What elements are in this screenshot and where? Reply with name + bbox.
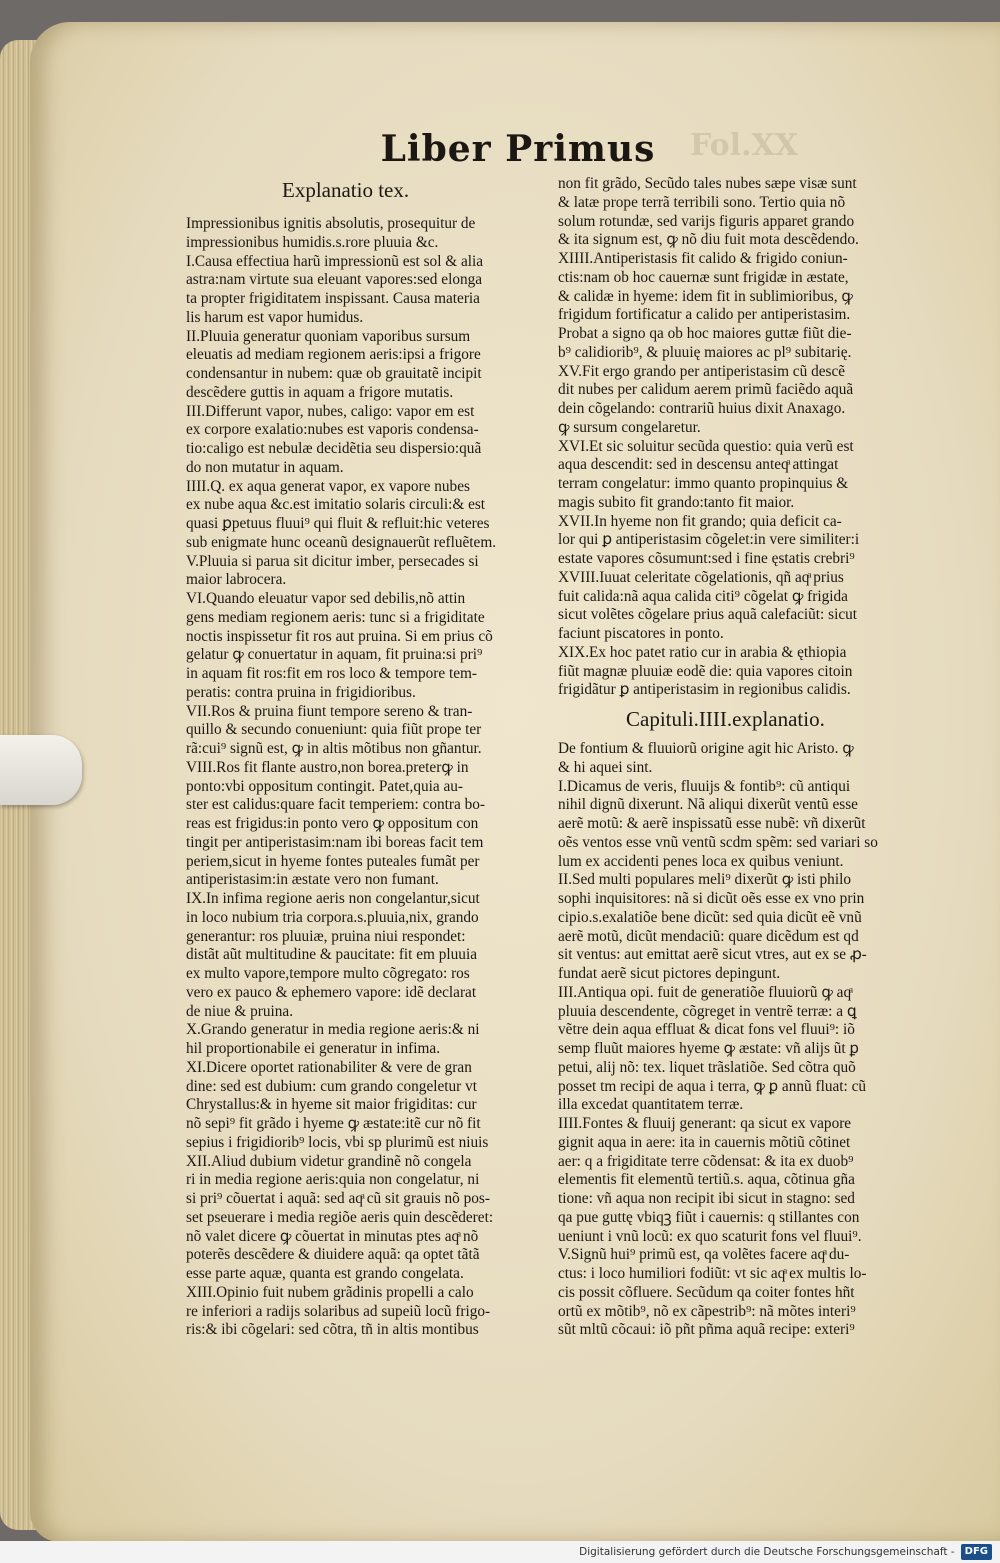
text-line: astra:nam virtute sua eleuant vapores:sed elonga — [186, 271, 483, 289]
text-line: ster est calidus:quare facit temperiem: contra bo- — [186, 796, 486, 814]
text-line: hil proportionabile ei generatur in infima. — [186, 1040, 441, 1057]
running-title: Liber Primus — [380, 128, 656, 170]
text-line: IIII.Fontes & fluuij generant: qa sicut ex vapore — [558, 1115, 852, 1132]
footer-credit: Digitalisierung gefördert durch die Deutsche Forschungsgemeinschaft - — [579, 1546, 955, 1558]
left-section-header: Explanatio tex. — [282, 178, 410, 202]
text-line: dine: sed est dubium: cum grando congeletur vt — [186, 1077, 477, 1095]
right-text-lines-bottom — [558, 740, 903, 1340]
text-line: in aquam fit ros:fit em ros loco & tempore tem- — [186, 665, 477, 682]
text-line: do non mutatur in aquam. — [186, 458, 344, 476]
left-text-lines — [186, 215, 531, 1340]
text-line: cipio.s.exalatiõe bene dicũt: sed quia dicũt eẽ vnũ — [558, 908, 862, 926]
text-line: petui, alij nõ: tex. liquet trãslatiõe. Sed cõtra quõ — [558, 1058, 856, 1076]
text-line: Probat a signo qa ob hoc maiores guttæ fiũt die- — [558, 325, 852, 342]
text-line: pluuia descendente, cõgreget in ventrẽ terræ: a ꝗ — [558, 1002, 857, 1020]
text-line: nihil dignũ dixerunt. Nã aliqui dixerũt ventũ esse — [558, 796, 858, 814]
text-line: quasi ꝑpetuus fluui⁹ qui fluit & refluit:hic veteres — [186, 515, 490, 532]
text-line: condensantur in nubem: quæ ob grauitatẽ incipit — [186, 365, 482, 382]
text-line: gignit aqua in aere: ita in cauernis mõtiũ cõtinet — [558, 1133, 851, 1151]
text-line: semp fluũt maiores hyeme ꝙ æstate: vñ alijs ũt ꝑ — [558, 1040, 859, 1057]
text-line: esse parte aquæ, quanta est grando congelata. — [186, 1265, 464, 1282]
text-line: oẽs ventos esse vnũ ventũ scdm spẽm: sed variari so — [558, 833, 878, 851]
text-line: re inferiori a radijs solaribus ad supeiũ locũ frigo- — [186, 1302, 491, 1320]
text-line: XIIII.Antiperistasis fit calido & frigido coniun- — [558, 250, 848, 267]
text-line: solum rotundæ, sed varijs figuris apparet grando — [558, 212, 855, 230]
text-line: lor qui ꝑ antiperistasim cõgelet:in vere similiter:i — [558, 531, 860, 549]
text-line: XV.Fit ergo grando per antiperistasim cũ descẽ — [558, 362, 846, 380]
text-line: dein cõgelando: contrariũ huius dixit Anaxago. — [558, 400, 846, 417]
text-line: V.Pluuia si parua sit dicitur imber, persecades si — [186, 552, 479, 570]
text-line: frigidum fortificatur a calido per antiperistasim. — [558, 306, 851, 324]
text-line: ris:& ibi cõgelari: sed cõtra, tñ in altis montibus — [186, 1321, 479, 1339]
text-line: aer: q a frigiditate terre cõdensat: & ita ex duob⁹ — [558, 1152, 854, 1170]
text-line: poterẽs descẽdere & diuidere aquã: qa optet tãtã — [186, 1246, 480, 1264]
text-line: ex multo vapore,tempore multo cõgregato: ros — [186, 965, 470, 982]
text-line: ex corpore exalatio:nubes est vaporis condensa- — [186, 421, 479, 439]
text-line: peratis: contra pruina in frigidioribus. — [186, 683, 416, 701]
text-line: Chrystallus:& in hyeme sit maior frigiditas: cur — [186, 1096, 477, 1114]
text-line: illa excedat quantitatem terræ. — [558, 1096, 744, 1114]
text-line: aerẽ motũ, dicũt mendaciũ: quare dicẽdum est qd — [558, 927, 859, 945]
text-line: periem,sicut in hyeme fontes puteales fumãt per — [186, 852, 480, 870]
text-line: nõ valet dicere ꝙ cõuertat in minutas ptes aqͣ nõ — [186, 1227, 479, 1245]
text-line: noctis inspissetur fit ros aut pruina. Si em prius cõ — [186, 627, 493, 645]
text-line: ctis:nam ob hoc cauernæ sunt frigidæ in æstate, — [558, 268, 849, 286]
text-line: tione: vñ aqua non recipit ibi sicut in stagno: sed — [558, 1190, 855, 1207]
text-line: sũt mltũ cõcaui: iõ pñt pñma aquã recipe: exteri⁹ — [558, 1321, 855, 1339]
text-line: distãt aũt multitudine & paucitate: fit em pluuia — [186, 946, 477, 964]
text-line: fuit calida:nã aqua calida citi⁹ cõgelat ꝙ frigida — [558, 587, 848, 605]
text-line: elementis fit elementũ tertiũ.s. aqua, cõtinua gña — [558, 1171, 855, 1189]
text-line: III.Differunt vapor, nubes, caligo: vapor em est — [186, 402, 475, 420]
text-line: I.Dicamus de veris, fluuijs & fontib⁹: cũ antiqui — [558, 777, 851, 795]
text-line: b⁹ calidiorib⁹, & pluuię maiores ac pl⁹ subitarię. — [558, 343, 852, 361]
left-column — [186, 175, 531, 1340]
text-line: tingit per antiperistasim:nam ibi boreas facit tem — [186, 833, 484, 851]
text-line: lis harum est vapor humidus. — [186, 308, 364, 326]
text-line: nõ sepi⁹ fit grãdo i hyeme ꝙ æstate:itẽ cur nõ fit — [186, 1115, 481, 1132]
text-line: ueniunt i vnũ locũ: ex quo scaturit fons vel fluui⁹. — [558, 1227, 862, 1245]
text-line: antiperistasim:in æstate vero non fumant. — [186, 871, 439, 889]
right-column — [558, 175, 903, 1340]
text-line: dit nubes per calidum aerem primũ faciẽdo aquã — [558, 381, 854, 399]
text-line: in loco nubium tria corpora.s.pluuia,nix, grando — [186, 908, 479, 926]
text-line: VIII.Ros fit flante austro,non borea.preterꝙ in — [186, 758, 469, 776]
text-line: reas est frigidus:in ponto vero ꝙ oppositum con — [186, 815, 479, 832]
text-line: II.Sed multi populares meli⁹ dixerũt ꝙ isti philo — [558, 871, 851, 889]
text-line: ta propter frigiditatem inspissant. Causa materia — [186, 290, 480, 307]
text-line: eleuatis ad mediam regionem aeris:ipsi a frigore — [186, 346, 481, 364]
text-line: VI.Quando eleuatur vapor sed debilis,nõ attin — [186, 590, 466, 607]
text-line: V.Signũ hui⁹ primũ est, qa volẽtes facere aqͣ du- — [558, 1246, 850, 1264]
text-line: qa pue guttę vbiqꝫ fiũt i cauernis: q stillantes con — [558, 1208, 860, 1226]
text-line: set pseuerare i media regiõe aeris quin descẽderet: — [186, 1208, 494, 1226]
text-line: si pri⁹ cõuertat i aquã: sed aqͣ cũ sit grauis nõ pos- — [186, 1190, 490, 1207]
text-line: maior labrocera. — [186, 571, 287, 589]
bookmark-tab — [0, 735, 82, 805]
text-line: I.Causa effectiua harũ impressionũ est sol & alia — [186, 252, 484, 270]
text-line: magis subito fit grando:tanto fit maior. — [558, 493, 795, 511]
text-line: aqua descendit: sed in descensu anteqͣ attingat — [558, 456, 839, 474]
text-line: XIII.Opinio fuit nubem grãdinis propelli a calo — [186, 1283, 474, 1301]
right-section-header: Capituli.IIII.explanatio. — [626, 707, 825, 731]
text-line: & calidæ in hyeme: idem fit in sublimioribus, ꝙ — [558, 287, 853, 305]
text-line: sit ventus: aut emittat aerẽ sicut vtres, aut ex se ꝓ- — [558, 946, 867, 964]
text-line: sepius i frigidiorib⁹ locis, vbi sp plurimũ est niuis — [186, 1133, 489, 1151]
text-line: XVIII.Iuuat celeritate cõgelationis, qñ aqͣ prius — [558, 568, 844, 586]
text-line: & hi aquei sint. — [558, 758, 653, 776]
dfg-logo: DFG — [961, 1544, 992, 1560]
text-line: & latæ prope terrã terribili sono. Tertio quia nõ — [558, 193, 846, 211]
text-line: III.Antiqua opi. fuit de generatiõe fluuiorũ ꝙ aqͣ — [558, 983, 852, 1001]
text-line: rã:cui⁹ signũ est, ꝙ in altis mõtibus non gñantur. — [186, 740, 482, 757]
text-line: sicut volẽtes cõgelare prius aquã calefaciũt: sicut — [558, 606, 858, 624]
text-line: tio:caligo est nebulæ decidẽtia seu dispersio:quã — [186, 440, 482, 457]
text-line: vẽtre dein aqua effluat & dicat fons vel fluui⁹: iõ — [558, 1021, 855, 1039]
text-line: ex nube aqua &c.est imitatio solaris circuli:& est — [186, 496, 486, 514]
text-line: X.Grando generatur in media regione aeris:& ni — [186, 1021, 480, 1039]
text-line: IX.In infima regione aeris non congelantur,sicut — [186, 890, 480, 907]
text-line: De fontium & fluuiorũ origine agit hic Aristo. ꝙ — [558, 740, 854, 757]
text-line: descẽdere guttis in aquam a frigore mutatis. — [186, 383, 454, 401]
text-line: faciunt piscatores in ponto. — [558, 625, 724, 642]
text-line: cis possit cõfluere. Secũdum qa coiter fontes hñt — [558, 1283, 855, 1301]
text-line: terram congelatur: immo quanto propinquius & — [558, 475, 849, 492]
text-line: XII.Aliud dubium videtur grandinẽ nõ congela — [186, 1152, 472, 1170]
text-line: lum ex accidenti penes loca ex quibus veniunt. — [558, 852, 844, 870]
text-line: sophi inquisitores: nã si dicũt oẽs esse ex vno prin — [558, 890, 865, 907]
text-line: non fit grãdo, Secũdo tales nubes sæpe visæ sunt — [558, 175, 857, 192]
text-line: II.Pluuia generatur quoniam vaporibus sursum — [186, 327, 471, 345]
text-line: VII.Ros & pruina fiunt tempore sereno & tran- — [186, 702, 473, 720]
text-line: XI.Dicere oportet rationabiliter & vere de gran — [186, 1058, 472, 1076]
text-line: sub enigmate hunc oceanũ designauerũt refluẽtem. — [186, 533, 497, 551]
text-line: estate vapores cõsumunt:sed i fine ęstatis crebri⁹ — [558, 550, 855, 567]
text-line: XIX.Ex hoc patet ratio cur in arabia & ęthiopia — [558, 643, 847, 661]
text-line: impressionibus humidis.s.rore pluuia &c. — [186, 233, 439, 251]
text-line: ꝙ sursum congelaretur. — [558, 418, 701, 436]
text-line: & ita signum est, ꝙ nõ diu fuit mota descẽdendo. — [558, 231, 859, 249]
show-through-folio: Fol.XX — [690, 128, 799, 163]
text-line: fundat aerẽ sicut pictores depingunt. — [558, 965, 781, 982]
footer-bar — [0, 1541, 1000, 1563]
text-line: vero ex pauco & ephemero vapore: idẽ declarat — [186, 983, 477, 1001]
text-line: ponto:vbi oppositum contingit. Patet,quia au- — [186, 777, 464, 795]
text-line: gens mediam regionem aeris: tunc si a frigiditate — [186, 608, 485, 626]
text-line: fiũt magnæ pluuiæ eodẽ die: quia vapores citoin — [558, 662, 853, 680]
text-line: Impressionibus ignitis absolutis, prosequitur de — [186, 215, 476, 232]
text-line: ri in media regione aeris:quia non congelatur, ni — [186, 1171, 480, 1189]
text-line: quillo & secundo conueniunt: quia fiũt prope ter — [186, 721, 482, 739]
text-line: ortũ ex mõtib⁹, nõ ex cãpestrib⁹: nã mõtes interi⁹ — [558, 1302, 856, 1320]
text-line: gelatur ꝙ conuertatur in aquam, fit pruina:si pri⁹ — [186, 646, 483, 664]
text-line: frigidãtur ꝑ antiperistasim in regionibus calidis. — [558, 681, 851, 699]
right-text-lines-top — [558, 175, 903, 700]
text-line: posset tm recipi de aqua i terra, ꝙ ꝑ annũ fluat: cũ — [558, 1077, 867, 1095]
text-line: aerẽ motũ: & aerẽ inspissatũ esse nubẽ: vñ dixerũt — [558, 815, 866, 832]
text-line: ctus: i loco humiliori fodiũt: vt sic aqͣ ex multis lo- — [558, 1265, 867, 1282]
text-line: XVII.In hyeme non fit grando; quia deficit ca- — [558, 512, 842, 530]
text-line: IIII.Q. ex aqua generat vapor, ex vapore nubes — [186, 477, 470, 495]
text-line: XVI.Et sic soluitur secũda questio: quia verũ est — [558, 437, 854, 455]
text-line: de niue & pruina. — [186, 1002, 294, 1020]
text-line: generantur: ros pluuiæ, pruina niui respondet: — [186, 927, 466, 945]
